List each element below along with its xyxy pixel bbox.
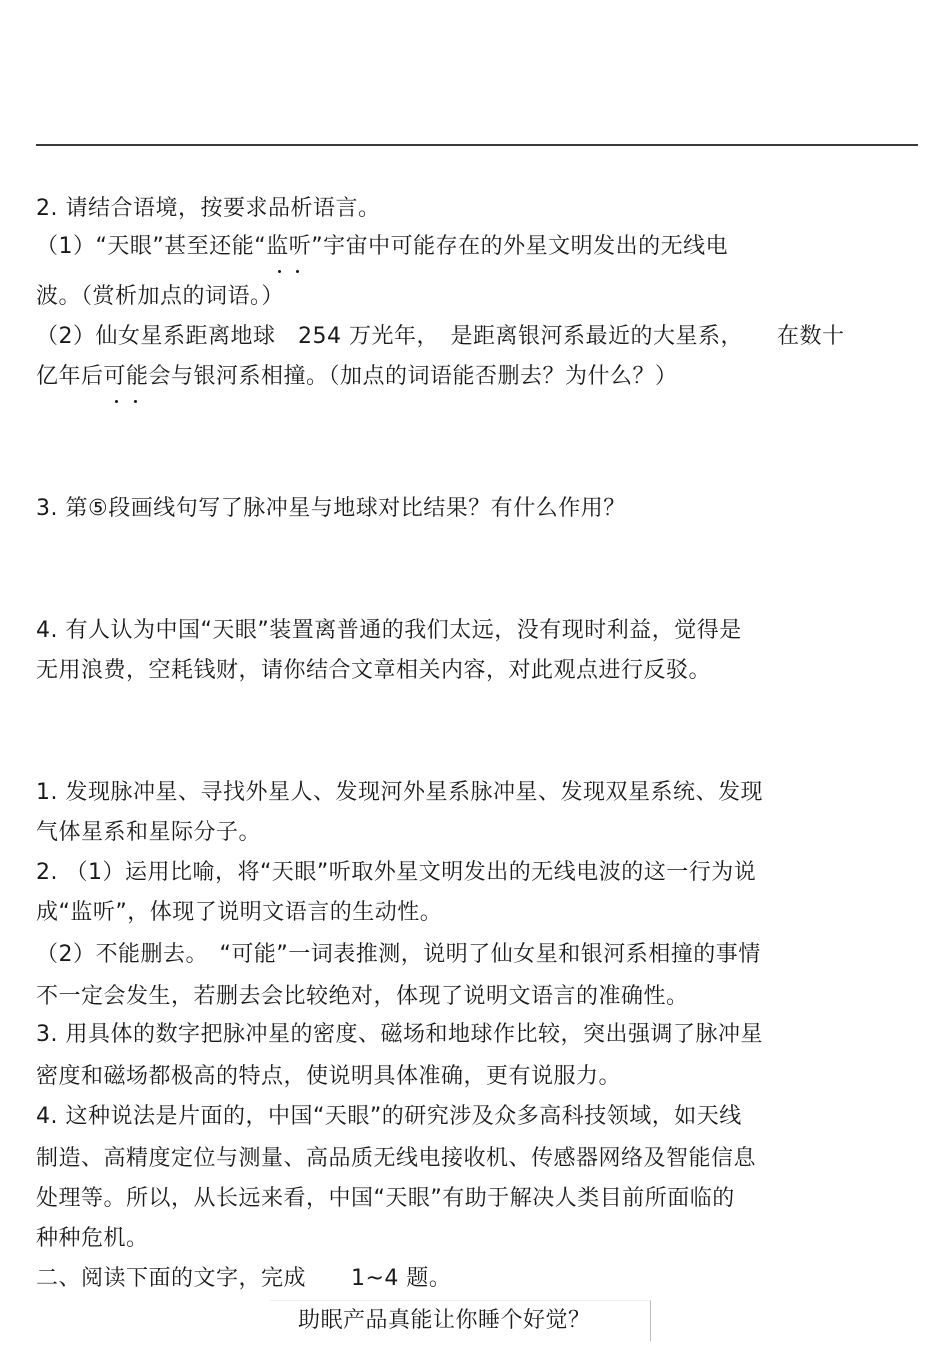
question-2-1-line2: 波。（赏析加点的词语。） — [36, 284, 285, 309]
answer-2-1-line2: 成“监听”，体现了说明文语言的生动性。 — [36, 900, 443, 925]
answer-1-line2: 气体星系和星际分子。 — [36, 820, 262, 845]
header-divider — [36, 144, 918, 146]
question-2-1-text-b: ”宇宙中可能存在的外星文明发出的无线电 — [311, 234, 729, 259]
answer-4-line1: 4. 这种说法是片面的，中国“天眼”的研究涉及众多高科技领域，如天线 — [36, 1104, 742, 1129]
answer-3-line1: 3. 用具体的数字把脉冲星的密度、磁场和地球作比较，突出强调了脉冲星 — [36, 1022, 763, 1047]
article-title-box — [270, 1300, 651, 1341]
question-2-heading: 2. 请结合语境，按要求品析语言。 — [36, 196, 381, 221]
question-2-1-line1 — [36, 232, 728, 262]
answer-3-line2: 密度和磁场都极高的特点，使说明具体准确，更有说服力。 — [36, 1064, 622, 1089]
answer-2-2-line1: （2）不能删去。 “可能”一词表推测，说明了仙女星和银河系相撞的事情 — [36, 942, 761, 967]
answer-4-line3: 处理等。所以，从长远来看，中国“天眼”有助于解决人类目前所面临的 — [36, 1186, 735, 1211]
article-title: 助眠产品真能让你睡个好觉？ — [298, 1308, 591, 1333]
emphasized-word-jianting: 监听 — [266, 232, 311, 262]
answer-4-line4: 种种危机。 — [36, 1226, 149, 1251]
answer-1-line1: 1. 发现脉冲星、寻找外星人、发现河外星系脉冲星、发现双星系统、发现 — [36, 780, 763, 805]
answer-4-line2: 制造、高精度定位与测量、高品质无线电接收机、传感器网络及智能信息 — [36, 1146, 757, 1171]
emphasized-word-keneng: 可能 — [104, 362, 149, 392]
question-3: 3. 第⑤段画线句写了脉冲星与地球对比结果？有什么作用？ — [36, 496, 626, 521]
emphasis-dots — [108, 400, 145, 408]
emphasis-dots — [270, 270, 307, 278]
answer-2-2-line2: 不一定会发生，若删去会比较绝对，体现了说明文语言的准确性。 — [36, 984, 689, 1009]
section-2-heading: 二、阅读下面的文字，完成 1~4 题。 — [36, 1266, 452, 1291]
question-2-2-line2 — [36, 362, 678, 392]
question-2-1-text-a: （1）“天眼”甚至还能“ — [36, 234, 267, 259]
question-4-line2: 无用浪费，空耗钱财，请你结合文章相关内容，对此观点进行反驳。 — [36, 658, 712, 683]
question-2-2-text-b: 会与银河系相撞。（加点的词语能否删去？为什么？） — [148, 364, 678, 389]
question-2-2-text-a: 亿年后 — [36, 364, 104, 389]
answer-2-1-line1: 2. （1）运用比喻，将“天眼”听取外星文明发出的无线电波的这一行为说 — [36, 860, 757, 885]
question-2-2-line1: （2）仙女星系距离地球 254 万光年， 是距离银河系最近的大星系， 在数十 — [36, 324, 845, 349]
question-4-line1: 4. 有人认为中国“天眼”装置离普通的我们太远，没有现时利益，觉得是 — [36, 618, 742, 643]
